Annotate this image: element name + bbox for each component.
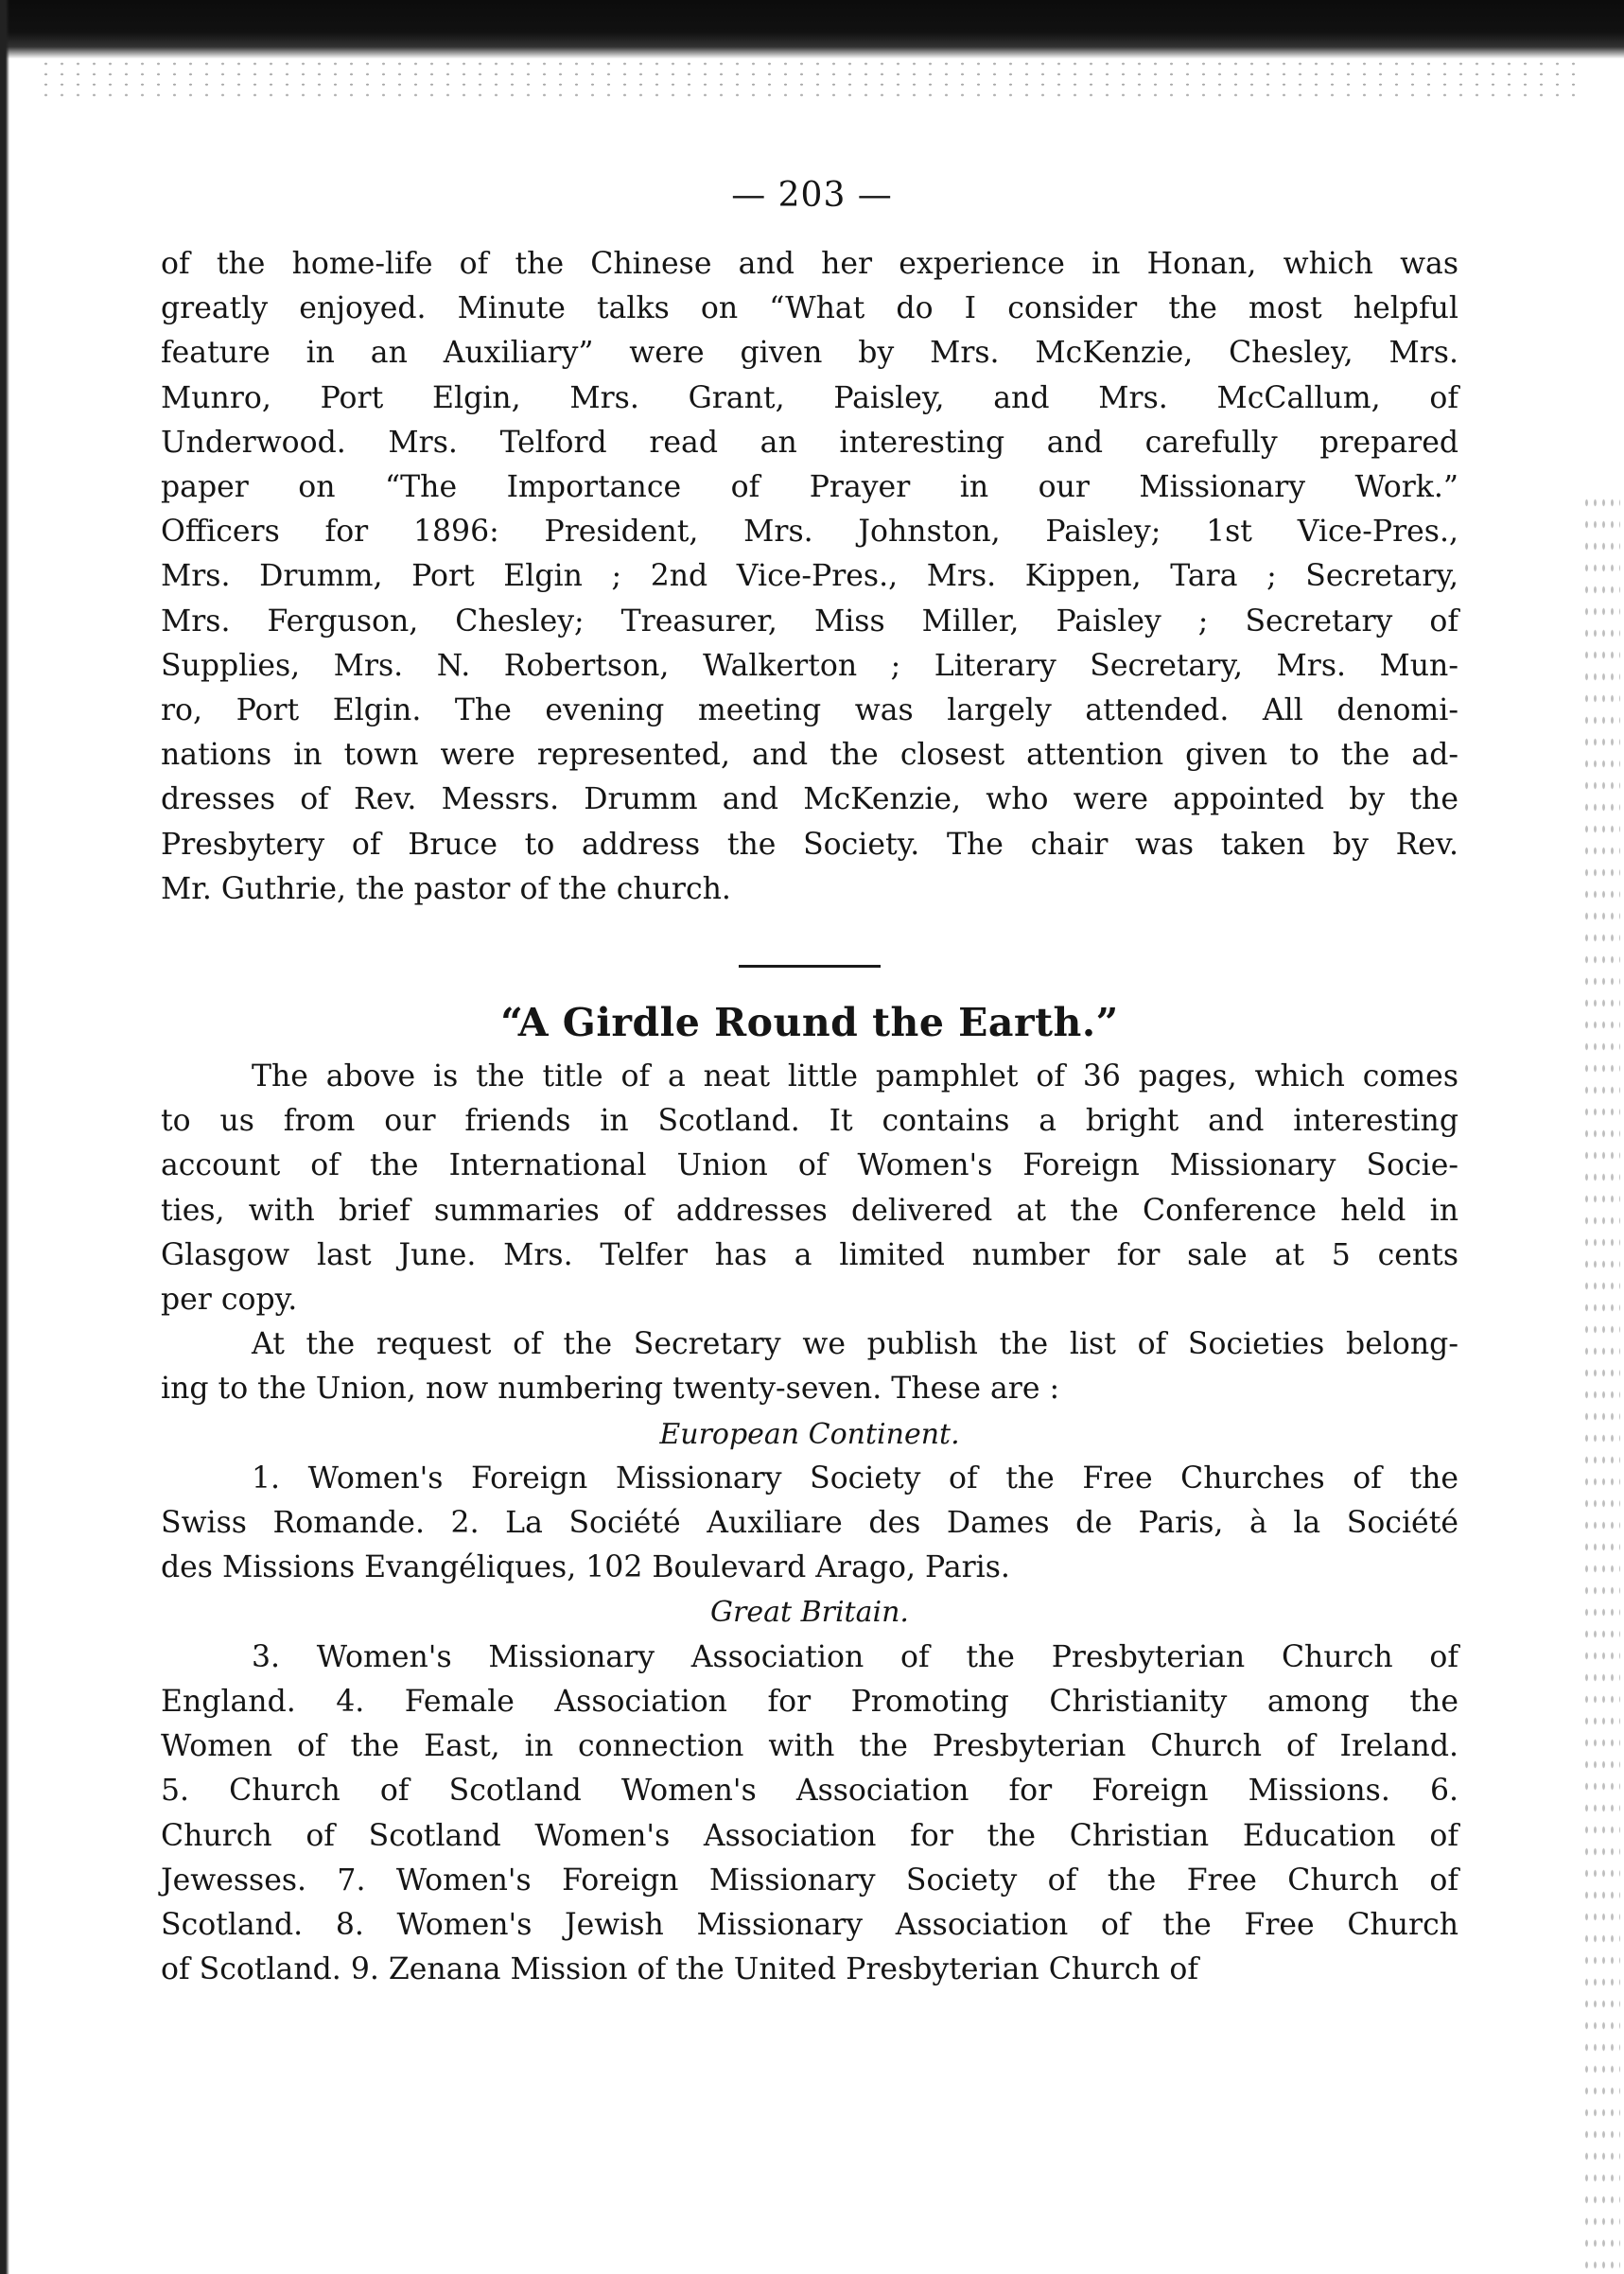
paragraph-society-list-intro	[161, 1322, 1458, 1411]
text-line: to us from our friends in Scotland. It contains a bright and interesting	[161, 1104, 1458, 1139]
scan-right-noise	[1582, 492, 1620, 2270]
scan-top-edge	[0, 0, 1624, 59]
text-line: Supplies, Mrs. N. Robertson, Walkerton ; Literary Secretary, Mrs. Mun-	[161, 648, 1458, 683]
text-line: Jewesses. 7. Women's Foreign Missionary Society of the Free Church of	[161, 1863, 1458, 1898]
text-line: of the home-life of the Chinese and her experience in Honan, which was	[161, 247, 1458, 281]
paragraph-pamphlet-intro	[161, 1055, 1458, 1322]
article-title: “A Girdle Round the Earth.”	[500, 1000, 1119, 1046]
text-line: ro, Port Elgin. The evening meeting was largely attended. All denomi-	[161, 693, 1458, 728]
text-line: Mr. Guthrie, the pastor of the church.	[161, 871, 731, 906]
text-line: Underwood. Mrs. Telford read an interesting and carefully prepared	[161, 425, 1458, 460]
text-line: nations in town were represented, and the closest attention given to the ad-	[161, 738, 1458, 773]
text-line: 3. Women's Missionary Association of the Presbyterian Church of	[252, 1639, 1458, 1674]
text-line: ties, with brief summaries of addresses delivered at the Conference held in	[161, 1193, 1458, 1228]
text-line: The above is the title of a neat little pamphlet of 36 pages, which comes	[252, 1059, 1458, 1094]
text-line: Mrs. Drumm, Port Elgin ; 2nd Vice-Pres., Mrs. Kippen, Tara ; Secretary,	[161, 559, 1458, 594]
text-line: 1. Women's Foreign Missionary Society of the Free Churches of the	[252, 1461, 1458, 1496]
text-line: dresses of Rev. Messrs. Drumm and McKenzie, who were appointed by the	[161, 782, 1458, 817]
text-line: At the request of the Secretary we publish the list of Societies belong-	[252, 1327, 1458, 1362]
page-body	[161, 242, 1458, 1992]
text-line: Glasgow last June. Mrs. Telfer has a limited number for sale at 5 cents	[161, 1237, 1458, 1272]
text-line: England. 4. Female Association for Promoting Christianity among the	[161, 1684, 1458, 1719]
text-line: greatly enjoyed. Minute talks on “What do I consider the most helpful	[161, 291, 1458, 326]
text-line: paper on “The Importance of Prayer in our Missionary Work.”	[161, 470, 1458, 505]
scan-left-edge	[0, 0, 9, 2274]
text-line: feature in an Auxiliary” were given by Mrs. McKenzie, Chesley, Mrs.	[161, 336, 1458, 371]
text-line: Scotland. 8. Women's Jewish Missionary Association of the Free Church	[161, 1907, 1458, 1942]
text-line: Women of the East, in connection with the Presbyterian Church of Ireland.	[161, 1729, 1458, 1764]
text-line: Officers for 1896: President, Mrs. Johnston, Paisley; 1st Vice-Pres.,	[161, 515, 1458, 550]
text-line: Swiss Romande. 2. La Société Auxiliare des Dames de Paris, à la Société	[161, 1506, 1458, 1541]
text-line: account of the International Union of Women's Foreign Missionary Socie-	[161, 1148, 1458, 1183]
text-line: Church of Scotland Women's Association for the Christian Education of	[161, 1818, 1458, 1853]
text-line: per copy.	[161, 1283, 298, 1318]
paragraph-european-societies	[161, 1457, 1458, 1591]
section-divider	[739, 965, 881, 968]
paragraph-british-societies	[161, 1636, 1458, 1993]
scan-top-noise	[38, 59, 1580, 96]
page-number: — 203 —	[731, 176, 893, 215]
text-line: des Missions Evangéliques, 102 Boulevard Arago, Paris.	[161, 1550, 1010, 1585]
text-line: of Scotland. 9. Zenana Mission of the United Presbyterian Church of	[161, 1952, 1199, 1987]
subheading-european-continent: European Continent.	[659, 1417, 960, 1451]
text-line: Munro, Port Elgin, Mrs. Grant, Paisley, and Mrs. McCallum, of	[161, 380, 1458, 415]
subheading-great-britain: Great Britain.	[710, 1596, 909, 1630]
text-line: 5. Church of Scotland Women's Association for Foreign Missions. 6.	[161, 1774, 1458, 1809]
paragraph-auxiliary-report	[161, 242, 1458, 912]
text-line: ing to the Union, now numbering twenty-seven. These are :	[161, 1372, 1060, 1407]
text-line: Mrs. Ferguson, Chesley; Treasurer, Miss Miller, Paisley ; Secretary of	[161, 603, 1458, 638]
text-line: Presbytery of Bruce to address the Society. The chair was taken by Rev.	[161, 827, 1458, 862]
